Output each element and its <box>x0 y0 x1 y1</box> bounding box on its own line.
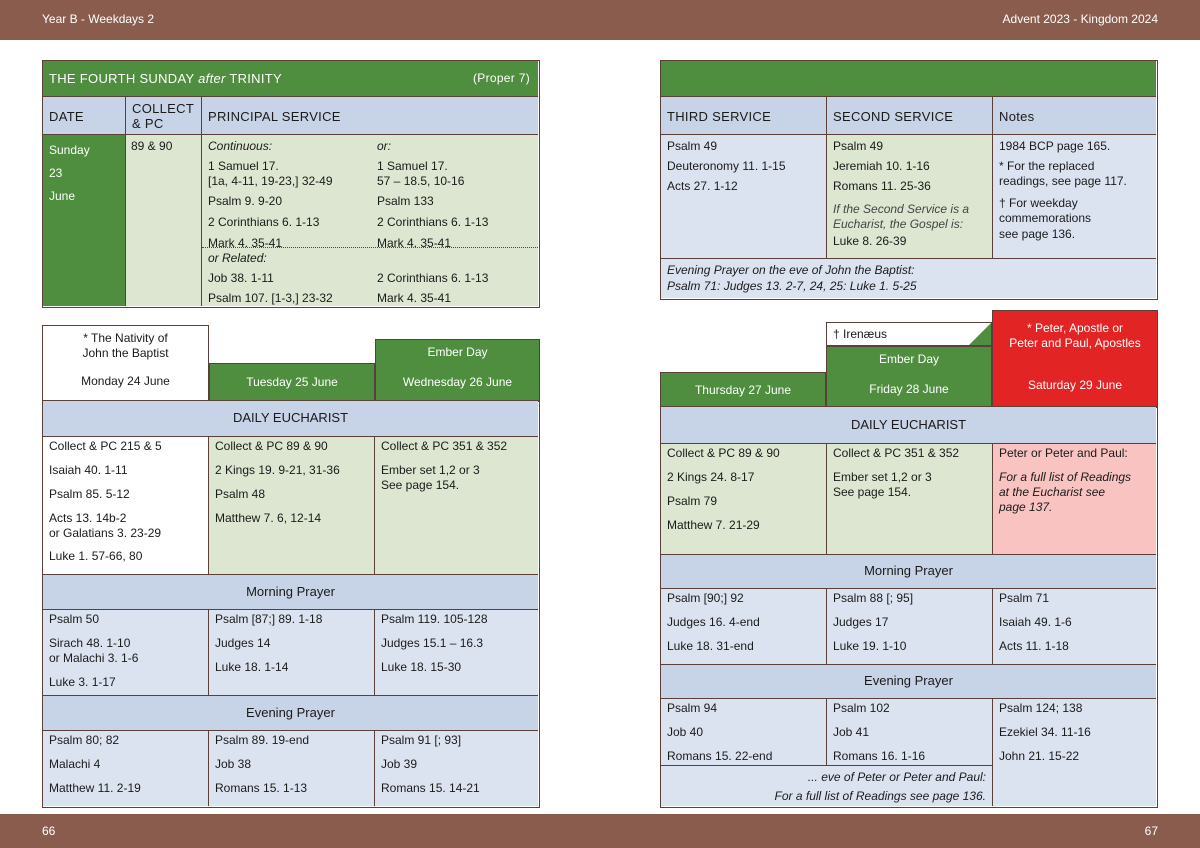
reading: Judges 16. 4-end <box>667 615 760 629</box>
saturday-feast: Peter and Paul, Apostles <box>1009 336 1141 350</box>
wednesday-eucharist <box>375 437 538 574</box>
proper-label: (Proper 7) <box>472 71 530 85</box>
reading: Acts 27. 1-12 <box>667 179 738 193</box>
sunday-title-after: after <box>198 71 226 86</box>
reading: Psalm 133 <box>377 194 434 208</box>
monday-feast: * The Nativity of <box>83 331 168 345</box>
reading: Psalm 80; 82 <box>49 733 120 747</box>
sunday-collect-cell <box>126 135 202 306</box>
reading: or Galatians 3. 23-29 <box>49 526 162 540</box>
reading: Luke 3. 1-17 <box>49 675 116 689</box>
related-left <box>208 251 373 305</box>
reading: Psalm 102 <box>833 701 890 715</box>
related-right <box>377 251 532 305</box>
reading: Luke 8. 26-39 <box>833 234 907 248</box>
reading: 2 Kings 19. 9-21, 31-36 <box>215 463 340 477</box>
col-principal: PRINCIPAL SERVICE <box>202 97 538 135</box>
col-third: THIRD SERVICE <box>661 97 827 135</box>
reading: Romans 15. 22-end <box>667 749 773 763</box>
note-line: see page 136. <box>999 227 1076 241</box>
reading: Psalm 124; 138 <box>999 701 1083 715</box>
page-footer <box>0 814 1200 848</box>
date-num: 23 <box>49 166 63 180</box>
continuous-label: Continuous: <box>208 139 273 153</box>
right-week-table <box>660 406 1158 808</box>
reading: at the Eucharist see <box>999 485 1106 499</box>
reading: Collect & PC 351 & 352 <box>381 439 508 453</box>
reading: Matthew 7. 21-29 <box>667 518 760 532</box>
note-line: † For weekday <box>999 196 1078 210</box>
friday-date: Friday 28 June <box>869 382 949 396</box>
reading: Matthew 7. 6, 12-14 <box>215 511 322 525</box>
reading: Psalm 49 <box>667 139 718 153</box>
sunday-right-table <box>660 60 1158 300</box>
monday-feast: John the Baptist <box>82 346 169 360</box>
reading: Sirach 48. 1-10 <box>49 636 131 650</box>
reading: Isaiah 40. 1-11 <box>49 463 128 477</box>
reading: Psalm 88 [; 95] <box>833 591 914 605</box>
reading: Luke 18. 15-30 <box>381 660 462 674</box>
reading: Romans 15. 14-21 <box>381 781 480 795</box>
second-cell <box>827 135 993 259</box>
date-month: June <box>49 189 76 203</box>
reading: Mark 4. 35-41 <box>208 236 283 250</box>
reading: Collect & PC 89 & 90 <box>215 439 328 453</box>
friday-eucharist <box>827 444 993 554</box>
header-right: Advent 2023 - Kingdom 2024 <box>1002 12 1158 26</box>
reading: Mark 4. 35-41 <box>377 291 452 305</box>
reading: Psalm 89. 19-end <box>215 733 310 747</box>
sunday-right-title-row <box>661 61 1156 97</box>
sunday-title-a: THE FOURTH SUNDAY <box>49 71 199 86</box>
reading: Acts 11. 1-18 <box>999 639 1069 653</box>
reading: [1a, 4-11, 19-23,] 32-49 <box>208 174 333 188</box>
reading: Romans 11. 25-36 <box>833 179 931 193</box>
reading: 1 Samuel 17. <box>377 159 448 173</box>
tuesday-eucharist <box>209 437 375 574</box>
reading: Peter or Peter and Paul: <box>999 446 1128 460</box>
reading: Psalm 48 <box>215 487 266 501</box>
reading: Judges 14 <box>215 636 271 650</box>
related-label: or Related: <box>208 251 267 265</box>
saturday-mp <box>993 589 1156 664</box>
morning-prayer-header: Morning Prayer <box>661 554 1156 589</box>
reading: Luke 19. 1-10 <box>833 639 907 653</box>
reading: 2 Kings 24. 8-17 <box>667 470 755 484</box>
reading: Psalm 94 <box>667 701 718 715</box>
reading: For a full list of Readings <box>999 470 1132 484</box>
continuous-left <box>208 139 373 251</box>
reading: Psalm 79 <box>667 494 718 508</box>
reading: Job 38 <box>215 757 252 771</box>
reading: Psalm [90;] 92 <box>667 591 744 605</box>
evening-prayer-header: Evening Prayer <box>661 664 1156 699</box>
eve-line: For a full list of Readings see page 136. <box>774 789 986 803</box>
monday-ep <box>43 731 209 806</box>
saturday-date: Saturday 29 June <box>1027 378 1123 392</box>
date-day: Sunday <box>49 143 90 157</box>
or-label: or: <box>377 139 392 153</box>
reading: Ezekiel 34. 11-16 <box>999 725 1091 739</box>
reading: Luke 18. 1-14 <box>215 660 289 674</box>
ember-day-label: Ember Day <box>878 352 940 366</box>
reading: Psalm 107. [1-3,] 23-32 <box>208 291 333 305</box>
header-left: Year B - Weekdays 2 <box>42 12 155 26</box>
reading: Jeremiah 10. 1-16 <box>833 159 930 173</box>
thursday-ep <box>661 699 827 766</box>
reading: Collect & PC 351 & 352 <box>833 446 960 460</box>
corner-mark <box>969 323 991 345</box>
monday-header <box>42 325 209 402</box>
reading: Romans 15. 1-13 <box>215 781 308 795</box>
reading: Judges 15.1 – 16.3 <box>381 636 484 650</box>
daily-eucharist-header: DAILY EUCHARIST <box>43 401 538 437</box>
left-week-table <box>42 400 540 808</box>
reading: Malachi 4 <box>49 757 101 771</box>
note-line: 1984 BCP page 165. <box>999 139 1111 153</box>
thursday-header: Thursday 27 June <box>660 372 826 408</box>
second-note: Eucharist, the Gospel is: <box>833 217 964 231</box>
reading: Deuteronomy 11. 1-15 <box>667 159 786 173</box>
reading: Psalm 71 <box>999 591 1050 605</box>
tuesday-ep <box>209 731 375 806</box>
saturday-feast: * Peter, Apostle or <box>1026 321 1124 335</box>
reading: page 137. <box>999 500 1053 514</box>
monday-date: Monday 24 June <box>81 374 170 388</box>
reading: See page 154. <box>833 485 912 499</box>
reading: John 21. 15-22 <box>999 749 1080 763</box>
wednesday-date: Wednesday 26 June <box>402 375 513 389</box>
col-second: SECOND SERVICE <box>827 97 993 135</box>
reading: Psalm [87;] 89. 1-18 <box>215 612 323 626</box>
sunday-title-row <box>43 61 538 97</box>
reading: Ember set 1,2 or 3 <box>381 463 480 477</box>
reading: Job 40 <box>667 725 704 739</box>
reading: Isaiah 49. 1-6 <box>999 615 1072 629</box>
reading: 57 – 18.5, 10-16 <box>377 174 465 188</box>
third-cell <box>661 135 827 259</box>
principal-cell <box>202 135 538 306</box>
tuesday-mp <box>209 610 375 695</box>
reading: 1 Samuel 17. <box>208 159 279 173</box>
note-line: commemorations <box>999 211 1092 225</box>
friday-mp <box>827 589 993 664</box>
wednesday-header <box>375 339 540 402</box>
friday-ep <box>827 699 993 766</box>
thursday-mp <box>661 589 827 664</box>
monday-eucharist <box>43 437 209 574</box>
continuous-right <box>377 139 532 251</box>
reading: 2 Corinthians 6. 1-13 <box>208 215 320 229</box>
reading: Collect & PC 215 & 5 <box>49 439 162 453</box>
sunday-date-cell <box>43 135 126 306</box>
reading: Collect & PC 89 & 90 <box>667 446 780 460</box>
saturday-header <box>992 310 1158 408</box>
reading: Psalm 49 <box>833 139 884 153</box>
reading: Romans 16. 1-16 <box>833 749 926 763</box>
page-header <box>0 0 1200 40</box>
reading: See page 154. <box>381 478 460 492</box>
eve-line: Psalm 71: Judges 13. 2-7, 24, 25: Luke 1. 5-25 <box>667 279 917 293</box>
collect-value: 89 & 90 <box>131 139 173 153</box>
reading: Luke 1. 57-66, 80 <box>49 549 143 563</box>
notes-cell <box>993 135 1156 259</box>
reading: 2 Corinthians 6. 1-13 <box>377 215 489 229</box>
reading: Ember set 1,2 or 3 <box>833 470 932 484</box>
reading: or Malachi 3. 1-6 <box>49 651 139 665</box>
page-number-left: 66 <box>42 824 56 838</box>
saturday-eucharist <box>993 444 1156 554</box>
reading: Acts 13. 14b-2 <box>49 511 127 525</box>
wednesday-ep <box>375 731 538 806</box>
saturday-ep <box>993 699 1156 806</box>
eve-peter-cell <box>661 766 993 806</box>
irenaeus-box <box>826 322 992 346</box>
friday-header <box>826 346 992 408</box>
col-notes: Notes <box>993 97 1156 135</box>
evening-prayer-header: Evening Prayer <box>43 695 538 731</box>
second-note: If the Second Service is a <box>833 202 970 216</box>
ember-day-label: Ember Day <box>427 345 488 359</box>
reading: 2 Corinthians 6. 1-13 <box>377 271 489 285</box>
commemoration-label: † Irenæus <box>833 327 888 341</box>
sunday-table <box>42 60 540 308</box>
col-date: DATE <box>43 97 126 135</box>
sunday-title-b: TRINITY <box>225 71 282 86</box>
morning-prayer-header: Morning Prayer <box>43 574 538 610</box>
daily-eucharist-header: DAILY EUCHARIST <box>661 407 1156 444</box>
reading: Psalm 91 [; 93] <box>381 733 462 747</box>
wednesday-mp <box>375 610 538 695</box>
thursday-eucharist <box>661 444 827 554</box>
eve-john-cell <box>661 259 1156 298</box>
reading: Matthew 11. 2-19 <box>49 781 141 795</box>
reading: Job 38. 1-11 <box>208 271 274 285</box>
reading: Psalm 50 <box>49 612 100 626</box>
note-line: readings, see page 117. <box>999 174 1127 188</box>
tuesday-header: Tuesday 25 June <box>209 363 375 402</box>
reading: Psalm 85. 5-12 <box>49 487 130 501</box>
reading: Luke 18. 31-end <box>667 639 754 653</box>
monday-mp <box>43 610 209 695</box>
reading: Job 39 <box>381 757 418 771</box>
eve-line: ... eve of Peter or Peter and Paul: <box>807 770 986 784</box>
eve-line: Evening Prayer on the eve of John the Baptist: <box>667 263 915 277</box>
dotted-divider <box>202 247 538 248</box>
reading: Job 41 <box>833 725 870 739</box>
reading: Psalm 9. 9-20 <box>208 194 283 208</box>
col-collect: COLLECT & PC <box>126 97 202 135</box>
reading: Judges 17 <box>833 615 889 629</box>
note-line: * For the replaced <box>999 159 1095 173</box>
reading: Psalm 119. 105-128 <box>381 612 488 626</box>
page-number-right: 67 <box>1144 824 1158 838</box>
reading: Mark 4. 35-41 <box>377 236 452 250</box>
